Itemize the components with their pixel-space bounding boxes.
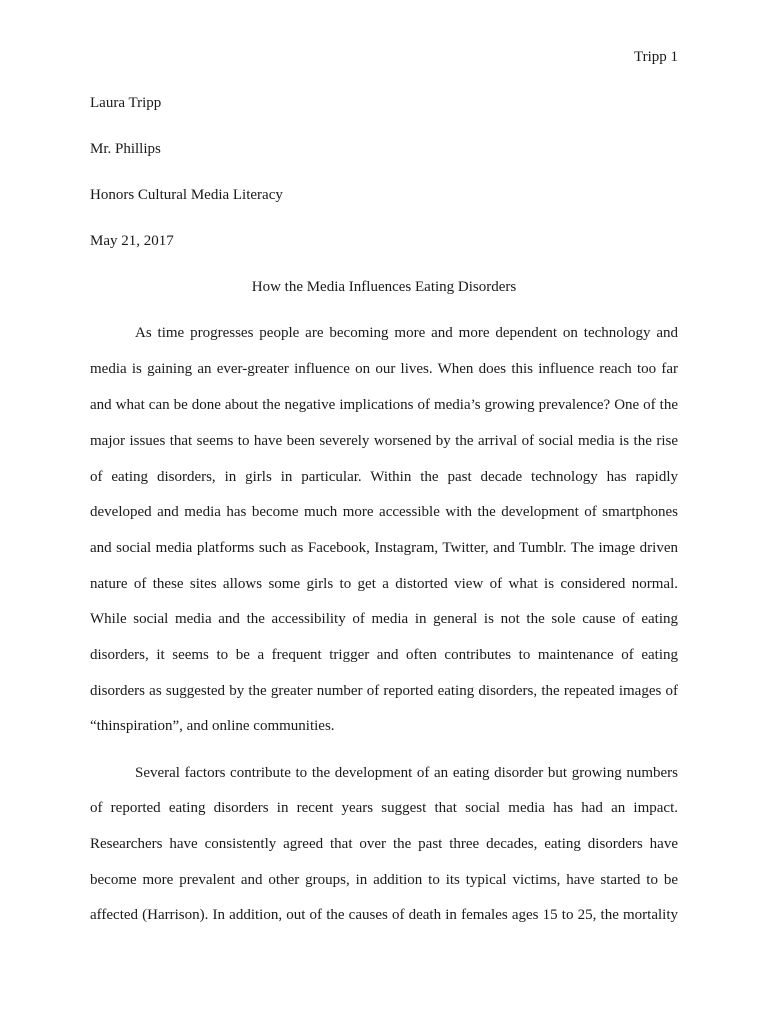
paragraph-line: and what can be done about the negative implications of media’s growing prevalence? One of the (90, 397, 678, 413)
paragraph-line: affected (Harrison). In addition, out of the causes of death in females ages 15 to 25, the mortality (90, 907, 678, 923)
paragraph-line: developed and media has become much more accessible with the development of smartphones (90, 504, 678, 520)
course-name: Honors Cultural Media Literacy (90, 187, 283, 203)
paragraph-line: nature of these sites allows some girls to get a distorted view of what is considered normal. (90, 576, 678, 592)
paragraph-line: and social media platforms such as Facebook, Instagram, Twitter, and Tumblr. The image driven (90, 540, 678, 556)
paragraph-line: “thinspiration”, and online communities. (90, 718, 335, 734)
paragraph-line: of reported eating disorders in recent years suggest that social media has had an impact. (90, 800, 678, 816)
paragraph-line: major issues that seems to have been severely worsened by the arrival of social media is the rise (90, 433, 678, 449)
essay-date: May 21, 2017 (90, 233, 174, 249)
paragraph-line: Researchers have consistently agreed that over the past three decades, eating disorders have (90, 836, 678, 852)
paragraph-line: media is gaining an ever-greater influence on our lives. When does this influence reach too far (90, 361, 678, 377)
essay-title: How the Media Influences Eating Disorders (251, 279, 517, 295)
paragraph-line: While social media and the accessibility of media in general is not the sole cause of eating (90, 611, 678, 627)
running-head: Tripp 1 (633, 49, 678, 65)
paragraph-line: disorders as suggested by the greater number of reported eating disorders, the repeated images of (90, 683, 678, 699)
paragraph-line: As time progresses people are becoming more and more dependent on technology and (135, 325, 678, 341)
paragraph-line: become more prevalent and other groups, in addition to its typical victims, have started to be (90, 872, 678, 888)
instructor-name: Mr. Phillips (90, 141, 161, 157)
paragraph-line: Several factors contribute to the development of an eating disorder but growing numbers (135, 765, 678, 781)
paragraph-line: disorders, it seems to be a frequent trigger and often contributes to maintenance of eating (90, 647, 678, 663)
author-name: Laura Tripp (90, 95, 162, 111)
paragraph-line: of eating disorders, in girls in particular. Within the past decade technology has rapidly (90, 469, 678, 485)
